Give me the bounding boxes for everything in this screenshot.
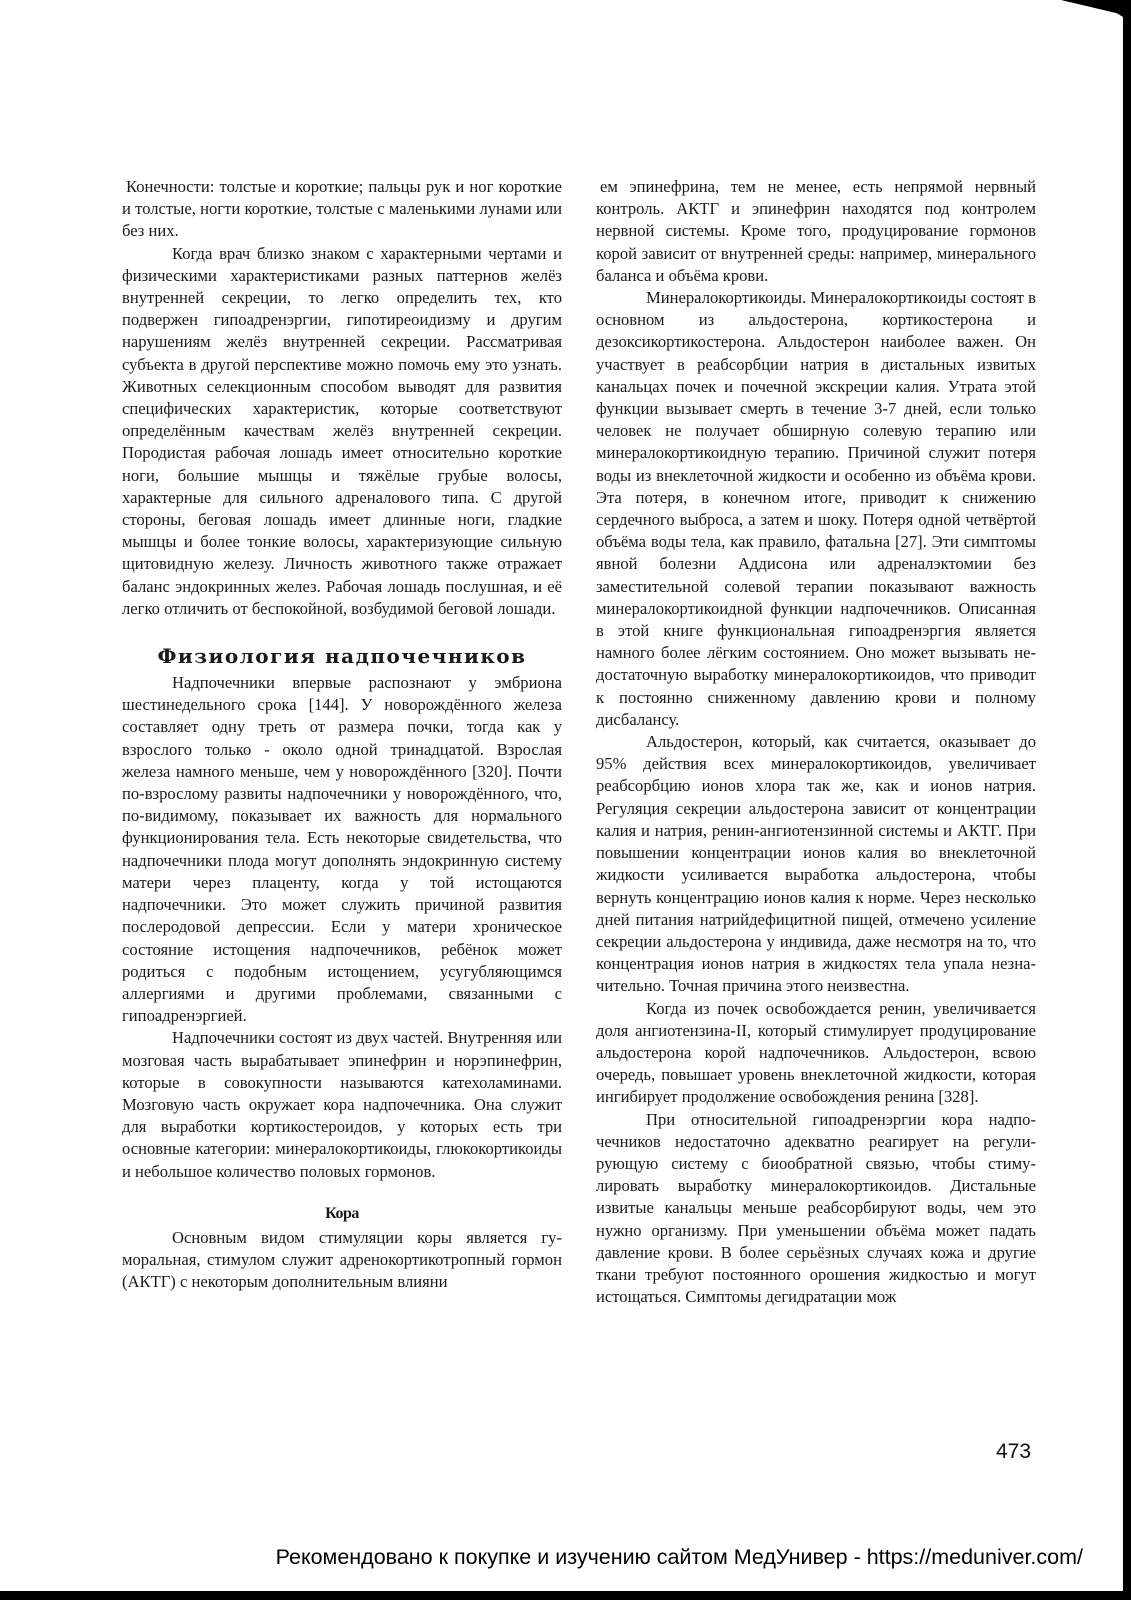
right-paragraph-5: При относительной гипоадренэргии кора надпочечников недостаточно адекватно реагирует на регулирующую систему с биообратной связью, чтобы стимулировать выработку минералокортикоидов. Дистальные извитые канальцы меньше реабсорбируют воды, чем это нужно организму. При уменьшении объёма может падать давление крови. В более серьёзных случаях кожа и другие ткани требуют постоянного орошения жидкостью и могут истощаться. Симптомы дегидратации мож xyxy=(596,1109,1036,1307)
right-paragraph-3: Альдостерон, который, как считается, оказывает до 95% действия всех минералокортикоидов, увеличивает реабсорбцию ионов хлора так же, как и ионов натрия. Регуляция секреции альдостерона зависит от концентрации калия и натрия, ренин-ангиотензинной системы и АКТГ. При повышении концентрации ионов калия во внеклеточной жидкости усиливается выработка альдостерона, чтобы вернуть концентрацию ионов калия к норме. Через несколько дней питания натрийдефицитной пищей, отмечено усиление секреции альдостерона у индивида, даже несмотря на то, что концентрация ионов натрия в жидкостях тела упала незначительно. Точная причина этого неизвестна. xyxy=(596,732,1036,996)
right-paragraph-2: Минералокортикоиды. Минералокортикоиды состоят в основном из альдостерона, кортикостерона и дезоксикортикостерона. Альдостерон наиболее важен. Он участвует в реабсорбции натрия в дистальных извитых канальцах почек и почечной экскреции калия. Утрата этой функции вызывает смерть в течение 3-7 дней, если только человек не получает обширную солевую терапию или минералокортикоидную терапию. Причиной служит потеря воды из внеклеточной жидкости и особенно из объёма крови. Эта потеря, в конечном итоге, приводит к снижению сердечного выброса, а затем и шоку. Потеря одной четвёртой объёма воды тела, как правило, фатальна [27]. Эти симптомы явной болезни Аддисона или адреналэктомии без заместительной солевой терапии показывают важность минералокортикоидной функции надпочечников. Описанная в этой книге функциональная гипоадренэргия является намного более лёгким состоянием. Оно может вызывать недостаточную выработку минералокортикоидов, что приводит к постоянно сниженному давлению крови и полному дисбалансу. xyxy=(596,288,1036,729)
left-paragraph-2: Когда врач близко знаком с характерными чертами и физическими характеристиками разных паттернов желёз внутренней секреции, то легко определить тех, кто подвержен гипоадренэргии, гипотиреоидизму и другим нарушениям желёз внутренней секреции. Рассматривая субъекта в другой перспективе можно помочь ему это узнать. Животных селекционным способом выводят для развития специфических характеристик, которые соответствуют определённым качествам желёз внутренней секреции. Породистая рабочая лошадь имеет относительно короткие ноги, большие мышцы и тяжёлые грубые волосы, характерные для сильного адреналового типа. С другой стороны, беговая лошадь имеет длинные ноги, гладкие мышцы и более тонкие волосы, характеризующие сильную щитовидную железу. Личность животного также отражает баланс эндокринных желез. Рабочая лошадь послушная, и её легко отличить от беспокойной, возбудимой беговой лошади. xyxy=(122,243,562,618)
left-paragraph-4: Надпочечники состоят из двух частей. Внутренняя или мозговая часть вырабатывает эпинефрин и норэпинефрин, которые в совокупности называются катехоламинами. Мозговую часть окружает кора надпочечника. Она служит для выработки кортикостероидов, у которых есть три основные категории: минералокортикоиды, глюкокортикоиды и небольшое количество половых гормонов. xyxy=(122,1028,563,1181)
scan-corner-shadow xyxy=(1061,0,1131,22)
left-paragraph-1: Конечности: толстые и короткие; пальцы рук и ног короткие и толстые, ногти короткие, толстые с маленькими лунами или без них. xyxy=(122,177,562,241)
scan-bottom-edge xyxy=(0,1591,1131,1600)
right-paragraph-4: Когда из почек освобождается ренин, увеличивается доля ангиотензина-II, который стимулирует продуцирование альдостерона корой надпочечников. Альдостерон, всвою очередь, повышает уровень внеклеточной жидкости, которая ингибирует продолжение освобождения ренина [328]. xyxy=(596,998,1036,1107)
footer-recommendation[interactable]: Рекомендовано к покупке и изучению сайтом МедУнивер - https://meduniver.com/ xyxy=(275,1545,1083,1569)
left-column xyxy=(122,176,562,1293)
right-paragraph-1: ем эпинефрина, тем не менее, есть непрямой нервный контроль. АКТГ и эпинефрин находятся под контролем нервной системы. Кроме того, продуцирование гормонов корой зависит от внутренней среды: например, минерального баланса и объёма крови. xyxy=(596,177,1036,285)
scan-right-edge xyxy=(1123,0,1131,1600)
section-title: Физиология надпочечников xyxy=(157,644,527,669)
page-number: 473 xyxy=(996,1440,1032,1463)
right-column xyxy=(596,176,1036,1308)
subsection-title: Кора xyxy=(325,1204,359,1222)
left-paragraph-3: Надпочечники впервые распознают у эмбриона шестинедельного срока [144]. У новорождённого железа составляет одну треть от размера почки, тогда как у взрослого только - около одной тринадцатой. Взрослая железа намного меньше, чем у новорождённого [320]. Почти по-взрослому развиты надпочечники у новорождённого, что, по-видимому, показывает их важность для нормального функционирования тела. Есть некоторые свидетельства, что надпочечники плода могут дополнять эндокринную систему матери через плаценту, когда у той истощаются надпочечники. Это может служить причиной развития послеродовой депрессии. Если у матери хроническое состояние истощения надпочечников, ребёнок может родиться с подобным истощением, усугубляющимся аллергиями и другими проблемами, связанными с гипоадренэргией. xyxy=(122,673,562,1026)
left-paragraph-5: Основным видом стимуляции коры является гуморальная, стимулом служит адренокортикотропный гормон (АКТГ) с некоторым дополнительным влияни xyxy=(122,1227,562,1292)
